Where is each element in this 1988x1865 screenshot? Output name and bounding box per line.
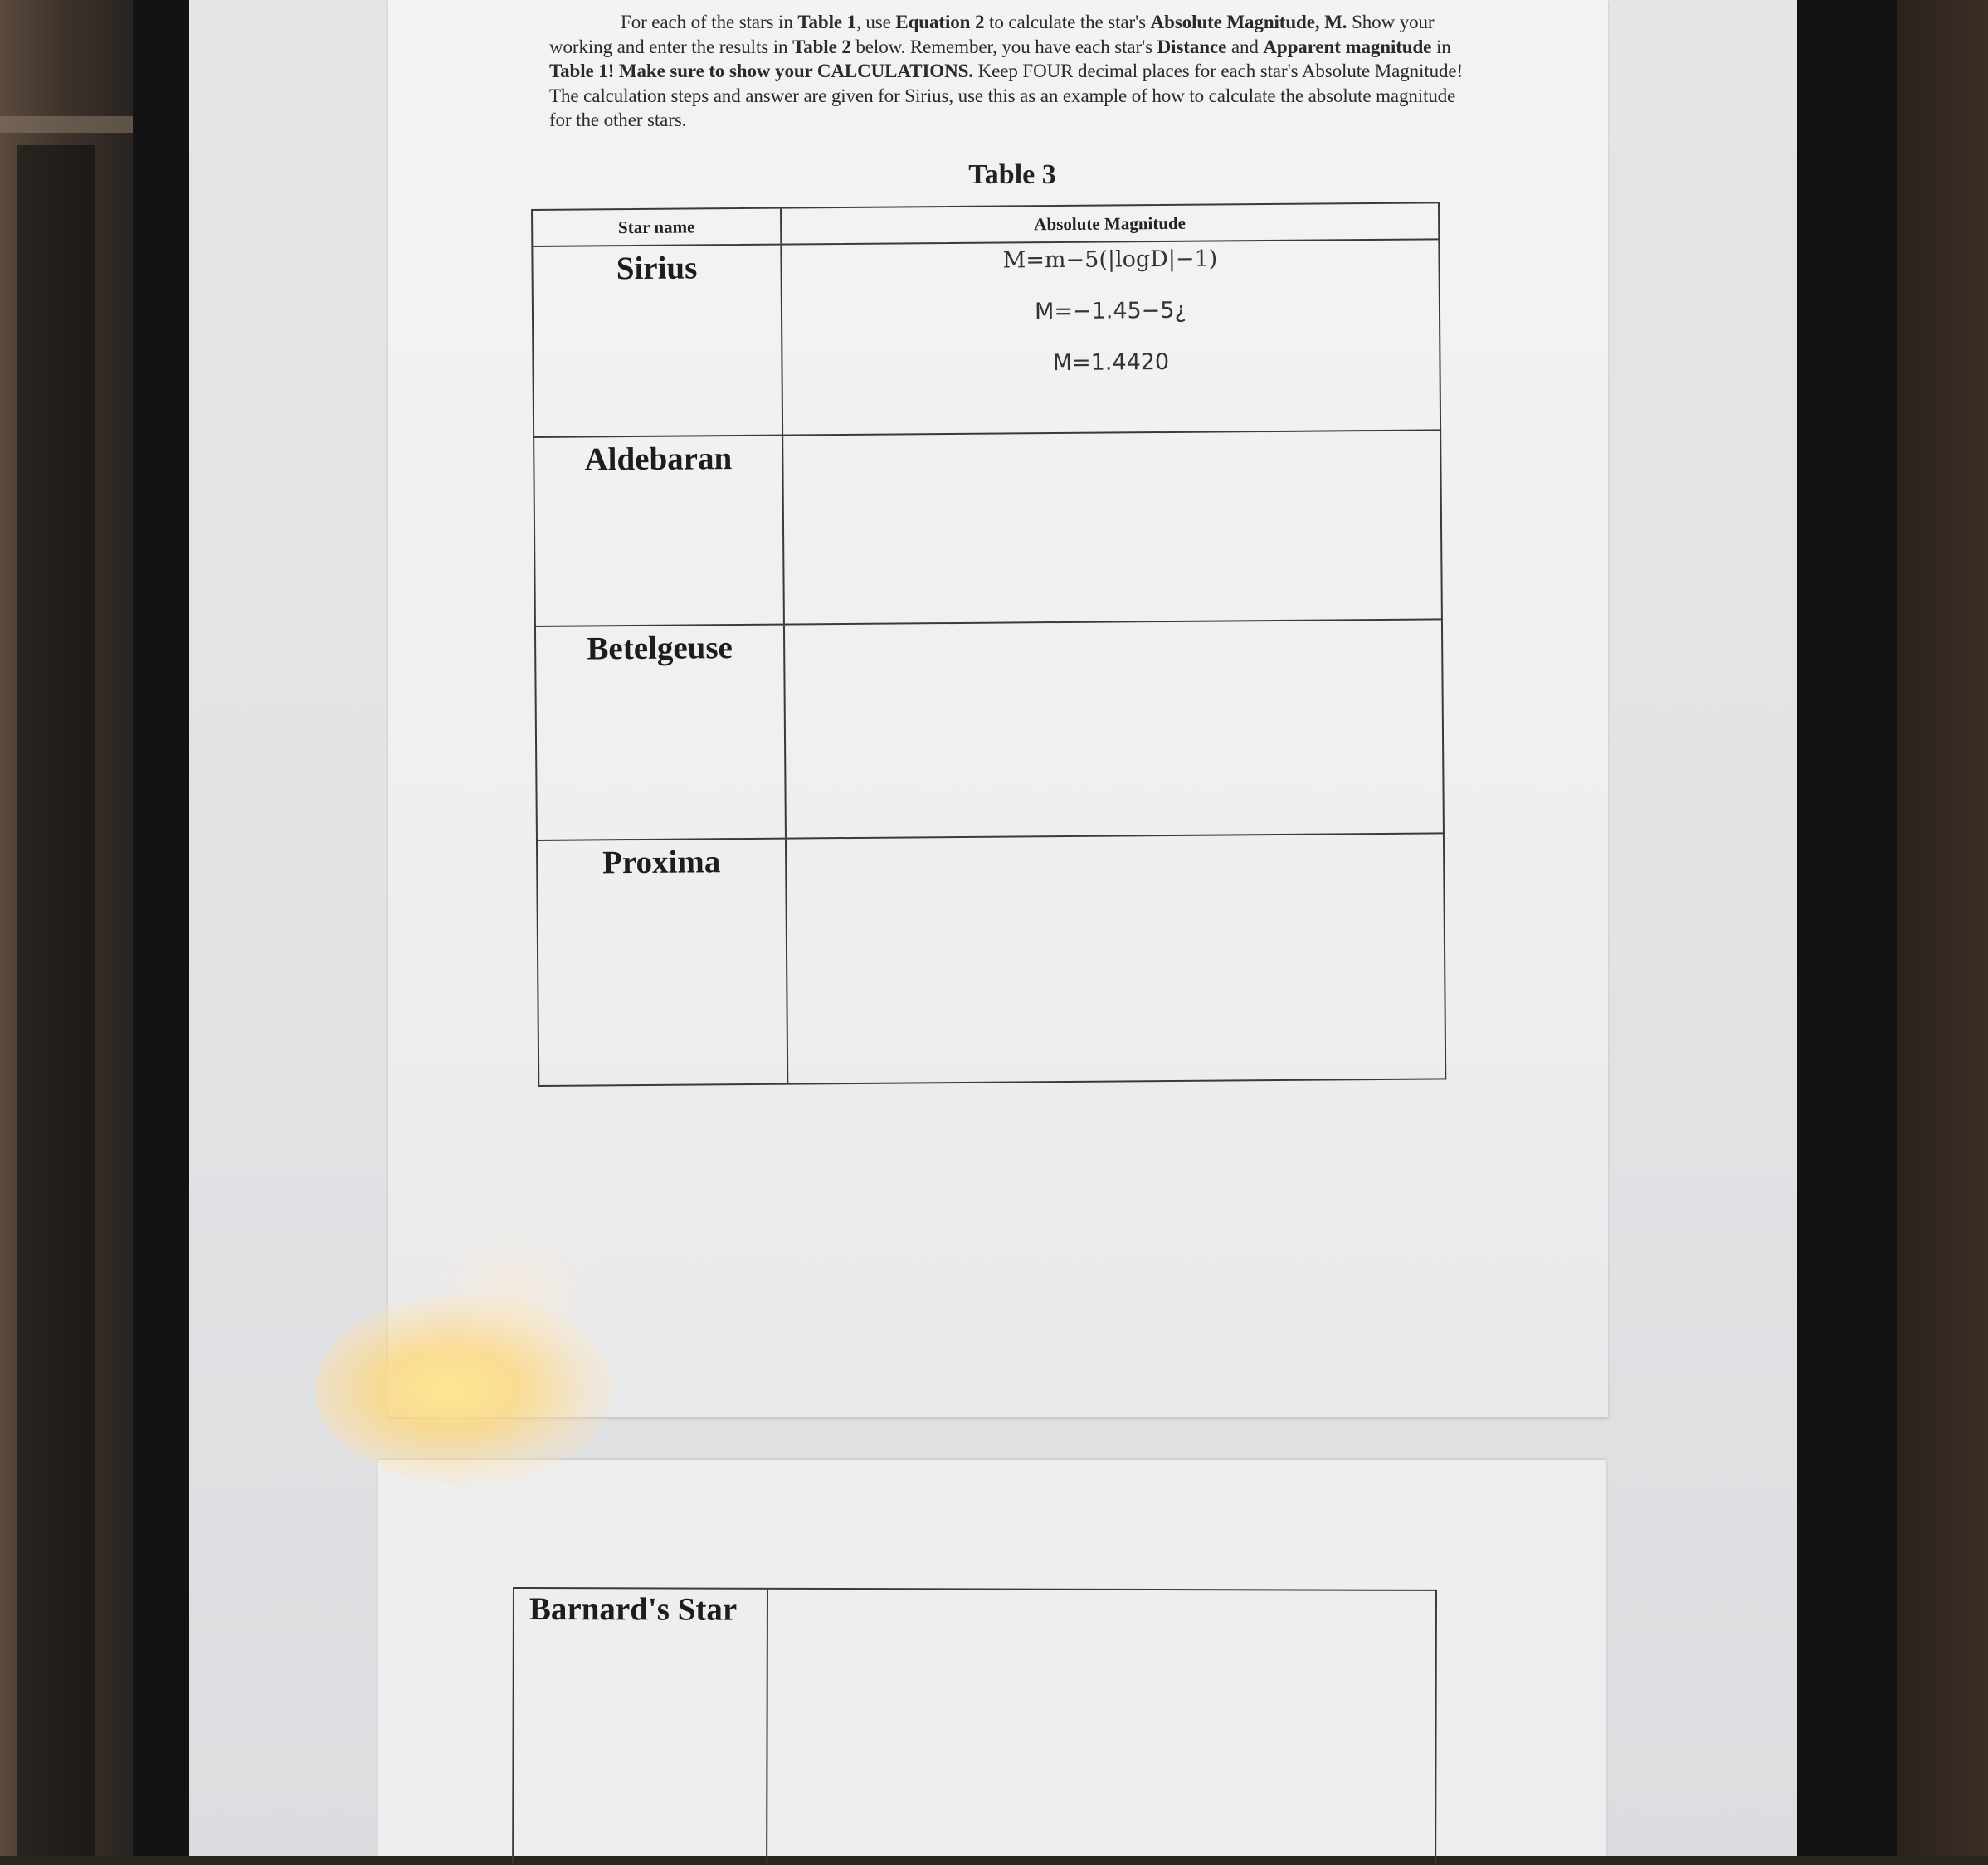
star-name: Betelgeuse — [587, 630, 733, 667]
table-row-aldebaran — [533, 431, 1443, 627]
star-name: Sirius — [616, 250, 698, 287]
magnitude-cell[interactable] — [785, 620, 1443, 837]
table-row-betelgeuse — [534, 620, 1445, 841]
magnitude-cell[interactable] — [767, 1590, 1435, 1865]
magnitude-cell[interactable] — [787, 834, 1445, 1083]
magnitude-cell[interactable] — [782, 240, 1440, 434]
star-name-cell — [533, 246, 783, 436]
background-wood-right — [1897, 0, 1988, 1856]
magnitude-cell[interactable] — [783, 431, 1441, 623]
formula-line-1: M=m−5(|logD|−1) — [1002, 246, 1218, 274]
device-bezel-left — [133, 0, 191, 1856]
background-wood-left — [0, 0, 141, 1856]
header-star-name-label: Star name — [617, 217, 695, 238]
background-shelf-edge — [0, 116, 141, 133]
device-bezel-right — [1797, 0, 1897, 1856]
table-row-barnards-star — [512, 1587, 1437, 1865]
table-row-proxima — [536, 834, 1446, 1087]
magnitude-table — [531, 202, 1446, 1087]
table-title: Table 3 — [968, 159, 1056, 190]
background-shadow — [17, 145, 95, 1856]
star-name-cell — [514, 1589, 768, 1863]
header-absolute-magnitude-label: Absolute Magnitude — [1034, 212, 1186, 235]
star-name: Proxima — [602, 844, 721, 881]
table-row-sirius — [531, 240, 1441, 438]
header-star-name — [533, 209, 782, 246]
star-name-cell — [538, 840, 788, 1085]
star-name: Barnard's Star — [529, 1591, 738, 1628]
formula-line-2: M=−1.45−5¿ — [1034, 297, 1186, 325]
header-absolute-magnitude — [782, 203, 1438, 243]
light-glare — [315, 1294, 614, 1485]
star-name-cell — [534, 436, 785, 626]
magnitude-table-continued — [512, 1587, 1437, 1865]
instructions-paragraph: For each of the stars in Table 1, use Equation 2 to calculate the star's Absolute Magnitude, M. Show your working and enter the results in Table 2 below. Remember, you have each star's Distance and Apparent magnitude in Table 1! Make sure to show your CALCULATIONS. Keep FOUR decimal places for each star's Absolute Magnitude! The calculation steps and answer are given for Sirius, use this as an example of how to calculate the absolute magnitude for the other stars. — [549, 12, 1464, 130]
formula-result: M=1.4420 — [1052, 348, 1170, 377]
star-name-cell — [536, 626, 787, 840]
star-name: Aldebaran — [584, 441, 733, 478]
